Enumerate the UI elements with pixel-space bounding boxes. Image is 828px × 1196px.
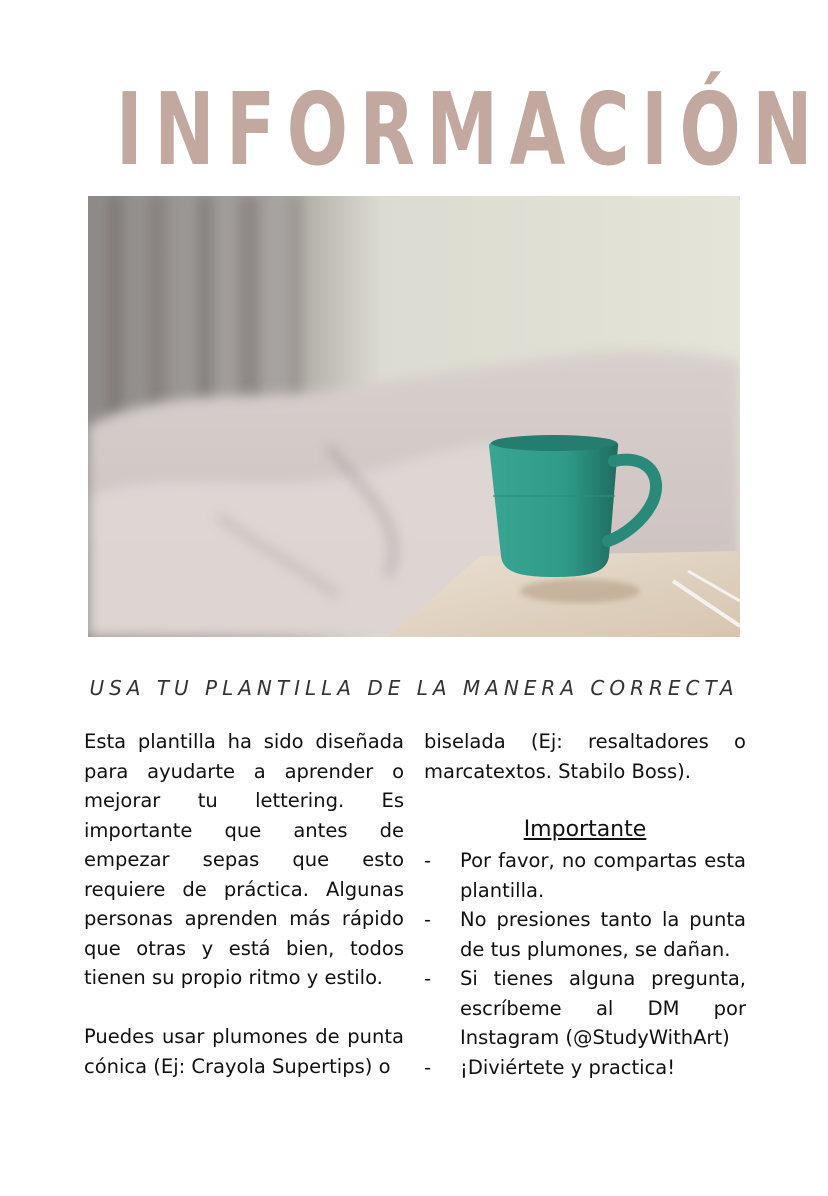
- list-item: - Si tienes alguna pregunta, escríbeme al DM por Instagram (@StudyWithArt): [424, 964, 746, 1053]
- list-item: - ¡Diviértete y practica!: [424, 1053, 746, 1083]
- right-column: [424, 727, 746, 1082]
- intro-paragraph: Esta plantilla ha sido diseñada para ayudarte a aprender o mejorar tu lettering. Es importante que antes de empezar sepas que esto requiere de práctica. Algunas personas aprenden más rápido que otras y está bien, todos tienen su propio ritmo y estilo.: [84, 730, 404, 989]
- dash-marker: -: [424, 967, 432, 990]
- coffee-mug-bed-image: [88, 196, 740, 637]
- important-heading: Importante: [523, 817, 647, 842]
- section-subtitle: USA TU PLANTILLA DE LA MANERA CORRECTA: [89, 676, 739, 700]
- markers-paragraph-start: Puedes usar plumones de punta cónica (Ej: Crayola Supertips) o: [84, 1025, 404, 1078]
- dash-marker: -: [424, 849, 432, 872]
- cover-photo: [88, 196, 740, 637]
- dash-marker: -: [424, 908, 432, 931]
- left-column: [84, 727, 404, 1081]
- important-list: [424, 846, 746, 1082]
- page-title: INFORMACIÓN: [115, 71, 824, 188]
- list-item: - Por favor, no compartas esta plantilla.: [424, 846, 746, 905]
- list-item: - No presiones tanto la punta de tus plumones, se dañan.: [424, 905, 746, 964]
- dash-marker: -: [424, 1055, 432, 1079]
- markers-paragraph-end: biselada (Ej: resaltadores o marcatextos. Stabilo Boss).: [424, 730, 746, 783]
